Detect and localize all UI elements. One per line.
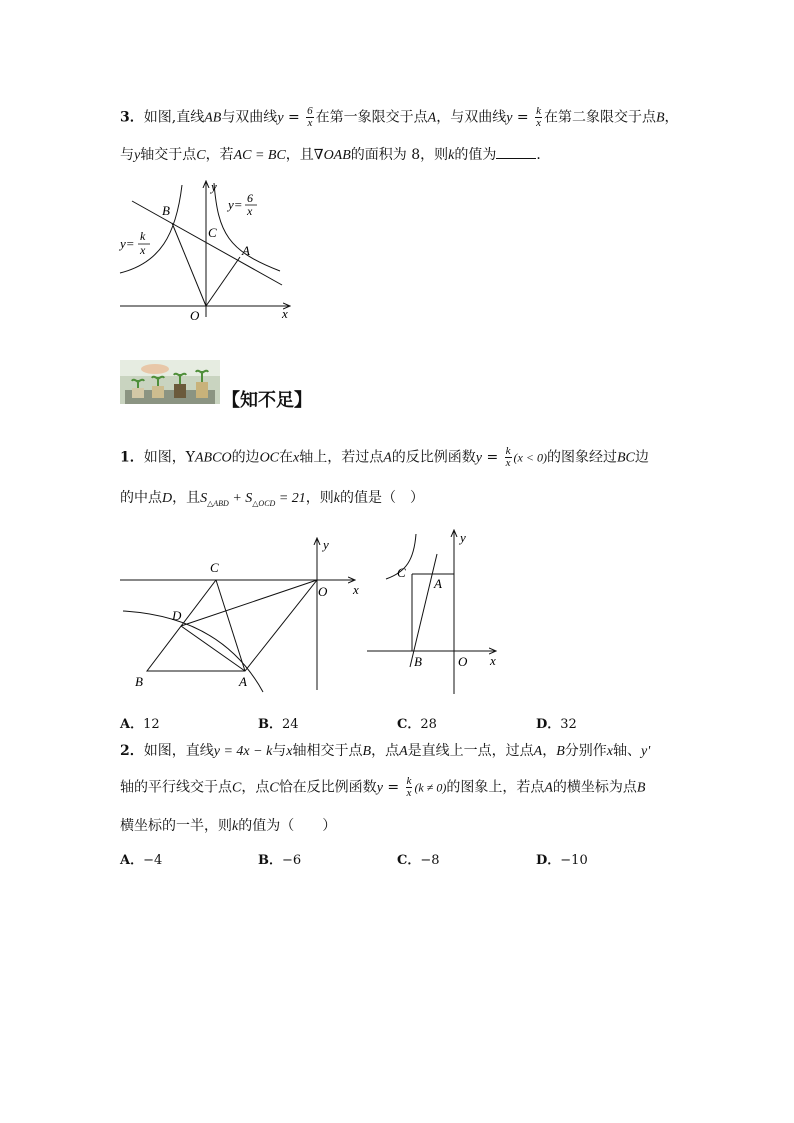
- option-value: 12: [143, 717, 160, 732]
- p1-figure-2: [362, 522, 507, 697]
- eq-right-lhs: y=: [228, 197, 243, 212]
- math: D: [162, 491, 173, 506]
- label-c: C: [397, 565, 406, 580]
- math: C: [269, 780, 279, 796]
- section-title: 【知不足】: [222, 390, 312, 411]
- text: 的横坐标为点: [552, 779, 637, 796]
- option-value: 32: [560, 717, 577, 732]
- math: =: [482, 449, 503, 466]
- text: 如图，直线: [143, 743, 214, 759]
- math: y: [376, 780, 383, 796]
- denominator: x: [505, 457, 511, 469]
- line-ab: [410, 554, 437, 667]
- p2-option-d[interactable]: [536, 849, 588, 868]
- text: 的中点: [120, 490, 162, 506]
- math: y: [277, 110, 284, 126]
- math: k: [232, 819, 239, 834]
- text: 轴交于点: [140, 147, 197, 163]
- p1-option-c[interactable]: [397, 713, 437, 732]
- seedling-coins-photo: [120, 360, 220, 404]
- math: A: [427, 110, 437, 126]
- math: C: [196, 148, 206, 163]
- text: 与双曲线: [221, 109, 278, 126]
- numerator: k: [505, 445, 511, 457]
- option-value: −10: [560, 853, 588, 868]
- p1-option-b[interactable]: [258, 713, 299, 732]
- label-y: y: [323, 537, 329, 552]
- seedling-coins-icon: [120, 360, 220, 404]
- text: 的面积为 8，则: [350, 147, 449, 163]
- segment-ob: [172, 223, 206, 306]
- text: 如图,直线: [143, 109, 205, 126]
- option-label: D．: [536, 717, 561, 732]
- label-o: O: [318, 584, 328, 599]
- option-value: −6: [282, 853, 302, 868]
- math: AB: [204, 110, 222, 126]
- p2-number: 2．: [120, 743, 144, 759]
- text: ，与双曲线: [436, 109, 507, 126]
- math: C: [232, 780, 242, 796]
- numerator: 6: [307, 105, 313, 117]
- label-a: A: [239, 674, 247, 689]
- eq-left-den: x: [140, 243, 146, 257]
- math: y: [213, 744, 220, 759]
- label-x: x: [490, 653, 496, 668]
- text: ，且: [172, 490, 201, 506]
- segment-do: [181, 580, 317, 626]
- text: ，: [664, 109, 679, 126]
- fraction: [535, 106, 542, 129]
- text: 的反比例函数: [391, 449, 476, 466]
- p2-option-b[interactable]: [258, 849, 301, 868]
- q3-figure: [110, 175, 300, 325]
- label-b: B: [414, 654, 422, 669]
- math: = 21: [275, 491, 306, 506]
- option-label: A．: [120, 717, 144, 732]
- label-y: y: [460, 530, 466, 545]
- text: 是直线上一点，过点: [407, 743, 534, 759]
- option-label: C．: [397, 853, 421, 868]
- text: ，若: [205, 147, 234, 163]
- p1-line-1: [120, 446, 649, 469]
- p1-number: 1．: [120, 449, 144, 466]
- text: ．: [536, 147, 551, 163]
- option-value: −8: [420, 853, 440, 868]
- label-a: A: [434, 576, 442, 591]
- segment-oa: [206, 257, 240, 306]
- text: 如图，: [143, 449, 186, 466]
- text: 在第一象限交于点: [315, 109, 428, 126]
- text: 轴相交于点: [292, 743, 363, 759]
- label-y: y: [211, 179, 217, 194]
- text: 轴上，若过点: [299, 449, 384, 466]
- math: k: [448, 148, 455, 163]
- text: ，: [542, 743, 557, 759]
- p2-line-1: [120, 741, 650, 762]
- text: 轴、: [612, 743, 641, 759]
- text: 与: [272, 743, 287, 759]
- math: ABCO: [195, 450, 232, 466]
- numerator: k: [536, 105, 541, 117]
- option-label: D．: [536, 853, 561, 868]
- math: BC: [616, 450, 635, 466]
- text: 横坐标的一半，则: [120, 818, 232, 834]
- math: S: [200, 491, 208, 506]
- parallelogram-abco: [147, 580, 317, 671]
- option-value: 28: [420, 717, 437, 732]
- denominator: x: [307, 117, 313, 129]
- text: 边: [634, 449, 649, 466]
- text: 在第二象限交于点: [543, 109, 656, 126]
- option-label: B．: [258, 853, 282, 868]
- p1-figure-1: [115, 530, 375, 700]
- math: k: [333, 491, 340, 506]
- text: 轴的平行线交于点: [120, 779, 232, 796]
- denominator: x: [536, 117, 541, 129]
- text: 的图象上，若点: [446, 779, 545, 796]
- text: 的值是（ ）: [340, 490, 424, 506]
- q3-line-1: [120, 106, 679, 129]
- math: x: [606, 744, 613, 759]
- math: =: [382, 779, 404, 796]
- q3-number: 3．: [120, 109, 144, 126]
- label-b: B: [135, 674, 143, 689]
- denominator: x: [406, 787, 412, 799]
- line-ab: [132, 201, 282, 285]
- q3-line-2: [120, 144, 550, 166]
- math: y': [640, 744, 651, 759]
- option-label: A．: [120, 853, 144, 868]
- fraction: [306, 106, 314, 129]
- segment-ca: [216, 580, 245, 671]
- text: 的图象经过: [546, 449, 617, 466]
- p1-option-a[interactable]: [120, 713, 160, 732]
- option-value: 24: [282, 717, 299, 732]
- text: 与: [120, 147, 134, 163]
- option-value: −4: [143, 853, 163, 868]
- math: △OCD: [252, 498, 276, 508]
- math: B: [556, 744, 565, 759]
- p2-option-a[interactable]: [120, 849, 162, 868]
- option-label: B．: [258, 717, 282, 732]
- eq-left-lhs: y=: [120, 236, 135, 251]
- math: x: [286, 744, 293, 759]
- label-b: B: [162, 203, 170, 218]
- eq-left-num: k: [140, 229, 146, 243]
- math: = 4x − k: [219, 744, 273, 759]
- eq-right-num: 6: [247, 191, 253, 205]
- p2-line-2: [120, 776, 645, 799]
- p1-option-d[interactable]: [536, 713, 577, 732]
- label-a: A: [242, 243, 250, 258]
- text: 的边: [231, 449, 260, 466]
- label-o: O: [190, 308, 200, 323]
- math: B: [655, 110, 665, 126]
- label-o: O: [458, 654, 468, 669]
- label-c: C: [210, 560, 219, 575]
- math: (k ≠ 0): [414, 780, 447, 795]
- math: △ABD: [207, 498, 229, 508]
- label-d: D: [172, 608, 182, 623]
- answer-blank[interactable]: [496, 144, 536, 159]
- p2-line-3: [120, 816, 336, 837]
- p2-option-c[interactable]: [397, 849, 440, 868]
- numerator: k: [406, 775, 412, 787]
- label-c: C: [208, 225, 217, 240]
- math: +: [228, 491, 246, 506]
- eq-right-den: x: [247, 204, 253, 218]
- math: Y: [185, 449, 195, 466]
- text: 在: [279, 449, 294, 466]
- text: ，点: [371, 743, 400, 759]
- label-x: x: [282, 306, 288, 321]
- curve-k-over-x: [120, 185, 182, 273]
- math: A: [383, 450, 392, 466]
- fraction: [406, 776, 413, 799]
- math: A: [544, 780, 553, 796]
- math: AC = BC: [233, 148, 286, 163]
- text: 恰在反比例函数: [278, 779, 377, 796]
- math: A: [533, 744, 543, 759]
- math: (x < 0): [513, 450, 547, 465]
- math: y: [134, 148, 141, 163]
- math: A: [399, 744, 408, 759]
- math: ∇OAB: [313, 148, 351, 163]
- text: ，点: [241, 779, 270, 796]
- text: ，则: [305, 490, 334, 506]
- math: x: [293, 450, 300, 466]
- text: 的值为: [454, 147, 497, 163]
- math: y: [506, 110, 513, 126]
- math: OC: [259, 450, 280, 466]
- math: B: [636, 780, 646, 796]
- text: 分别作: [564, 743, 607, 759]
- fraction: [505, 446, 512, 469]
- math: =: [283, 109, 305, 126]
- math: S: [245, 491, 253, 506]
- text: ，且: [285, 147, 314, 163]
- math: y: [475, 450, 483, 466]
- text: 的值为（ ）: [238, 818, 337, 834]
- label-x: x: [353, 582, 359, 597]
- option-label: C．: [397, 717, 421, 732]
- p1-line-2: [120, 488, 424, 514]
- math: =: [512, 109, 534, 126]
- math: B: [362, 744, 372, 759]
- segment-da: [181, 626, 245, 671]
